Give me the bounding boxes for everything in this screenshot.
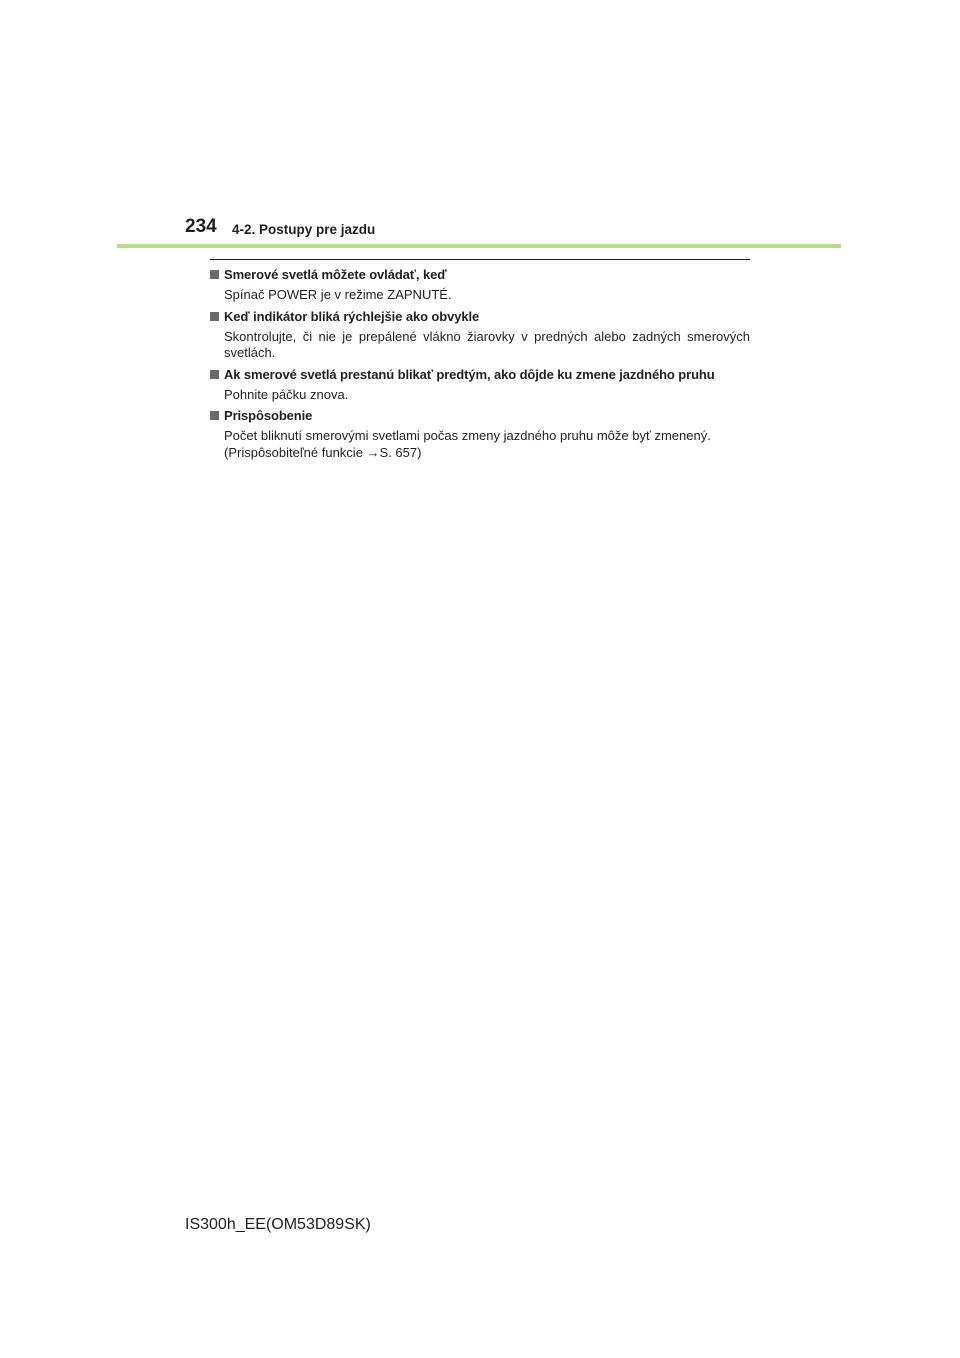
list-item [210, 407, 750, 461]
item-body: Skontrolujte, či nie je prepálené vlákno žiarovky v predných alebo zadných smerových svetlách. [224, 328, 750, 360]
item-heading: Prispôsobenie [224, 408, 313, 423]
square-bullet-icon [210, 312, 219, 321]
item-heading: Keď indikátor bliká rýchlejšie ako obvykle [224, 308, 480, 324]
footer-doc-code: IS300h_EE(OM53D89SK) [185, 1216, 371, 1233]
item-heading: Ak smerové svetlá prestanú blikať predtým, ako dôjde ku zmene jazdného pruhu [224, 366, 715, 382]
square-bullet-icon [210, 270, 219, 279]
content-top-rule [210, 259, 750, 260]
item-body [210, 428, 750, 461]
item-heading: Smerové svetlá môžete ovládať, keď [224, 267, 447, 282]
item-body: Pohnite páčku znova. [224, 386, 349, 402]
list-item [210, 266, 750, 304]
square-bullet-icon [210, 411, 219, 420]
header-rule [117, 244, 841, 248]
list-item [210, 308, 750, 362]
list-item [210, 366, 750, 404]
item-body: Spínač POWER je v režime ZAPNUTÉ. [224, 287, 452, 302]
section-title: 4-2. Postupy pre jazdu [232, 222, 376, 237]
item-body-line: Počet bliknutí smerovými svetlami počas zmeny jazdného pruhu môže byť zmenený. [224, 428, 711, 443]
content [210, 266, 750, 465]
cross-reference: (Prispôsobiteľné funkcie →S. 657) [224, 444, 422, 460]
page-number: 234 [185, 216, 217, 237]
square-bullet-icon [210, 370, 219, 379]
